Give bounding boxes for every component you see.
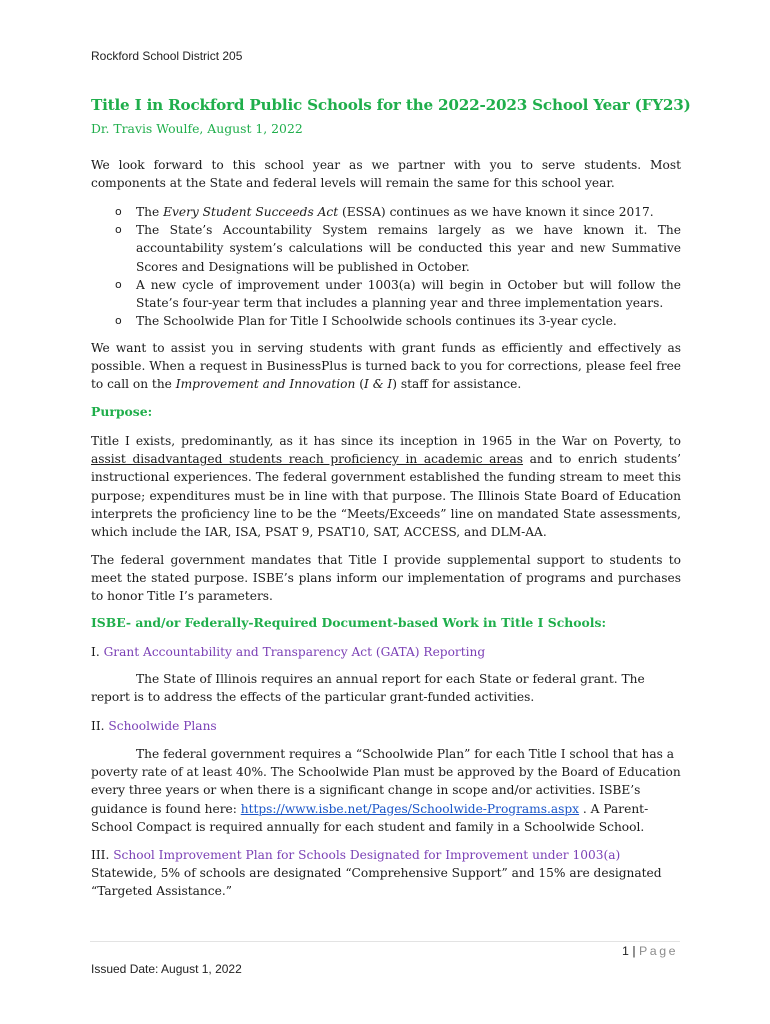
author-byline: Dr. Travis Woulfe, August 1, 2022 xyxy=(91,121,303,136)
bullet-marker: o xyxy=(115,277,122,291)
bullet-item xyxy=(91,221,681,276)
bullet-marker: o xyxy=(115,314,122,328)
bullet-marker: o xyxy=(115,205,122,218)
section-number: I. xyxy=(91,645,104,659)
work-heading: ISBE- and/or Federally-Required Document-based Work in Title I Schools: xyxy=(91,615,607,630)
department-name: Improvement and Innovation xyxy=(175,377,356,392)
assist-text: ( xyxy=(355,377,365,392)
page-number xyxy=(622,944,678,958)
section-text: Statewide, 5% of schools are designated “Comprehensive Support” and 15% are designated “Targeted Assistance.” xyxy=(91,866,662,899)
section-2-body xyxy=(91,745,681,836)
section-title: Grant Accountability and Transparency Act (GATA) Reporting xyxy=(103,645,486,659)
act-name: Every Student Succeeds Act xyxy=(163,205,339,219)
schoolwide-programs-link[interactable]: https://www.isbe.net/Pages/Schoolwide-Programs.aspx xyxy=(240,801,580,816)
purpose-paragraph xyxy=(91,432,681,541)
purpose-text: Title I exists, predominantly, as it has since its inception in 1965 in the War on Poverty, to xyxy=(91,434,681,448)
assist-text: We want to assist you in serving students with grant funds as efficiently and effectively as possible. When a request in BusinessPlus is turned back to you for corrections, please feel free to call on the xyxy=(91,341,681,392)
assist-text: ) staff for assistance. xyxy=(392,377,522,392)
footer-divider xyxy=(90,941,680,942)
intro-paragraph: We look forward to this school year as we partner with you to serve students. Most components at the State and federal levels will remain the same for this school year. xyxy=(91,158,681,191)
section-title: Schoolwide Plans xyxy=(108,719,217,733)
section-title: School Improvement Plan for Schools Designated for Improvement under 1003(a) xyxy=(113,848,621,862)
bullet-item xyxy=(91,312,681,330)
page-separator: | xyxy=(628,944,640,958)
bullet-text: The State’s Accountability System remains largely as we have known it. The accountability system’s calculations will be conducted this year and new Summative Scores and Designations will be published in October. xyxy=(136,223,681,274)
bullet-item xyxy=(91,276,681,312)
bullet-text: A new cycle of improvement under 1003(a) will begin in October but will follow the State’s four-year term that includes a planning year and three implementation years. xyxy=(136,277,681,311)
purpose-underlined-text: assist disadvantaged students reach proficiency in academic areas xyxy=(91,452,523,467)
section-text: . A Parent-School Compact is required annually for each student and family in a Schoolwide School. xyxy=(91,801,649,834)
mandate-paragraph: The federal government mandates that Title I provide supplemental support to students to meet the stated purpose. ISBE’s plans inform our implementation of programs and purchases to honor Title I’s parameters. xyxy=(91,553,681,604)
section-2-heading xyxy=(91,717,681,735)
section-3 xyxy=(91,846,681,901)
bullet-marker: o xyxy=(115,223,122,237)
section-1-heading xyxy=(91,643,681,661)
bullet-text: The Schoolwide Plan for Title I Schoolwide schools continues its 3-year cycle. xyxy=(136,314,617,329)
bullet-item xyxy=(91,203,681,221)
status-bullet-list xyxy=(91,203,681,330)
section-number: II. xyxy=(91,719,109,733)
issued-date: Issued Date: August 1, 2022 xyxy=(91,962,242,976)
department-abbrev: I & I xyxy=(364,377,393,392)
purpose-text: and to enrich students’ instructional experiences. The federal government established the funding stream to meet this purpose; expenditures must be in line with that purpose. The Illinois State Board of Education interprets the proficiency line to be the “Meets/Exceeds” line on mandated State assessments, which include the IAR, ISA, PSAT 9, PSAT10, SAT, ACCESS, and DLM-AA. xyxy=(91,452,681,540)
document-title: Title I in Rockford Public Schools for the 2022-2023 School Year (FY23) xyxy=(91,96,691,114)
section-number: III. xyxy=(91,848,114,862)
page-number-value: 1 xyxy=(622,944,629,958)
bullet-text: The xyxy=(136,205,164,219)
purpose-heading: Purpose: xyxy=(91,404,153,419)
assist-paragraph xyxy=(91,339,681,394)
section-text: The federal government requires a “Schoolwide Plan” for each Title I school that has a poverty rate of at least 40%. The Schoolwide Plan must be approved by the Board of Education every three years or when there is a significant change in scope and/or activities. ISBE’s guidance is found here: xyxy=(91,747,681,816)
bullet-text: (ESSA) continues as we have known it since 2017. xyxy=(338,205,654,219)
page-word: Page xyxy=(639,944,678,958)
section-1-body: The State of Illinois requires an annual report for each State or federal grant. The report is to address the effects of the particular grant-funded activities. xyxy=(91,672,645,705)
running-header: Rockford School District 205 xyxy=(91,49,243,63)
